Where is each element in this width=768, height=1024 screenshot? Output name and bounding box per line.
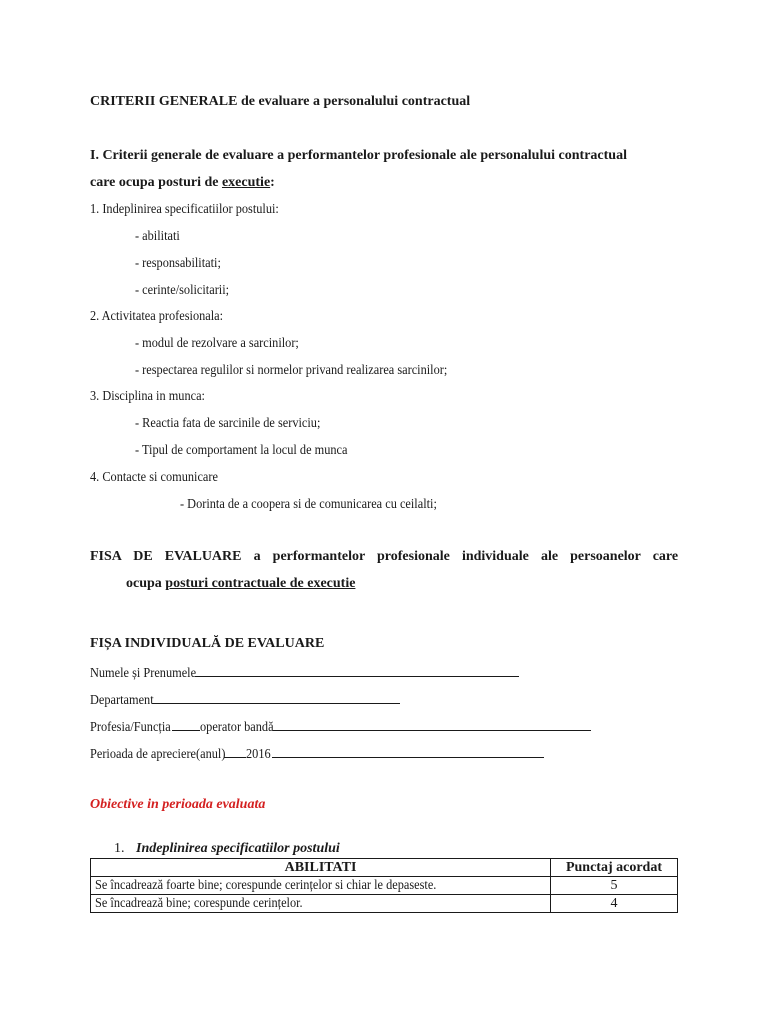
table-header-abilitati: ABILITATI xyxy=(91,859,551,877)
period-field-pre[interactable] xyxy=(224,743,246,758)
table-header-row xyxy=(91,859,678,877)
period-field-row xyxy=(90,743,544,764)
criterion-1-item-1: - abilitati xyxy=(135,229,180,244)
profession-field[interactable] xyxy=(273,716,591,731)
table-row xyxy=(91,895,678,913)
table-cell-score: 4 xyxy=(551,895,678,913)
section1-line2-pre: care ocupa posturi de xyxy=(90,175,222,190)
department-field[interactable] xyxy=(152,689,400,704)
criterion-4-item-1: - Dorinta de a coopera si de comunicarea cu ceilalti; xyxy=(180,497,437,512)
form-heading: FIȘA INDIVIDUALĂ DE EVALUARE xyxy=(90,636,325,651)
table-cell-description: Se încadrează bine; corespunde cerințelor. xyxy=(91,895,551,913)
criterion-3-heading: 3. Disciplina in munca: xyxy=(90,389,205,404)
table-cell-description: Se încadrează foarte bine; corespunde cerințelor si chiar le depaseste. xyxy=(91,877,551,895)
period-label: Perioada de apreciere(anul) xyxy=(90,747,226,762)
period-field[interactable] xyxy=(272,743,544,758)
fisa-line2-pre: ocupa xyxy=(126,576,166,591)
profession-label: Profesia/Funcția xyxy=(90,720,171,735)
table-row xyxy=(91,877,678,895)
document-title xyxy=(90,93,470,111)
profession-field-row xyxy=(90,716,591,737)
section1-colon: : xyxy=(270,175,275,190)
criterion-3-item-1: - Reactia fata de sarcinile de serviciu; xyxy=(135,416,321,431)
criterion-2-heading: 2. Activitatea profesionala: xyxy=(90,309,224,324)
department-field-row xyxy=(90,689,400,710)
abilities-table xyxy=(90,858,678,913)
name-field[interactable] xyxy=(195,662,519,677)
criterion-2-item-2: - respectarea regulilor si normelor privand realizarea sarcinilor; xyxy=(135,363,448,378)
title-bold: CRITERII GENERALE xyxy=(90,94,238,109)
objectives-heading: Obiective in perioada evaluata xyxy=(90,797,266,812)
criterion-1-heading: 1. Indeplinirea specificatiilor postului: xyxy=(90,202,279,217)
table-header-punctaj: Punctaj acordat xyxy=(551,859,678,877)
criterion-1-item-3: - cerinte/solicitarii; xyxy=(135,283,230,298)
list-item-number: 1. xyxy=(114,841,125,856)
criterion-2-item-1: - modul de rezolvare a sarcinilor; xyxy=(135,336,299,351)
criterion-4-heading: 4. Contacte si comunicare xyxy=(90,470,218,485)
period-value: 2016 xyxy=(245,747,271,762)
list-item-title: Indeplinirea specificatiilor postului xyxy=(136,841,340,856)
name-field-row xyxy=(90,662,519,683)
section1-executie: executie xyxy=(221,175,271,190)
fisa-heading-line1: FISA DE EVALUARE a performantelor profesionale individuale ale persoanelor care xyxy=(90,549,679,564)
profession-field-pre[interactable] xyxy=(172,716,200,731)
criterion-1-item-2: - responsabilitati; xyxy=(135,256,221,271)
title-rest: de evaluare a personalului contractual xyxy=(237,94,471,109)
profession-value: operator bandă xyxy=(199,720,274,735)
section1-line2 xyxy=(90,174,275,192)
section1-line1: I. Criterii generale de evaluare a performantelor profesionale ale personalului contractual xyxy=(90,148,627,163)
table-cell-score: 5 xyxy=(551,877,678,895)
name-label: Numele și Prenumele xyxy=(90,666,197,681)
fisa-line2-underlined: posturi contractuale de executie xyxy=(165,576,356,591)
fisa-heading-line2 xyxy=(126,575,355,593)
department-label: Departament xyxy=(90,693,154,708)
criterion-3-item-2: - Tipul de comportament la locul de munca xyxy=(135,443,348,458)
